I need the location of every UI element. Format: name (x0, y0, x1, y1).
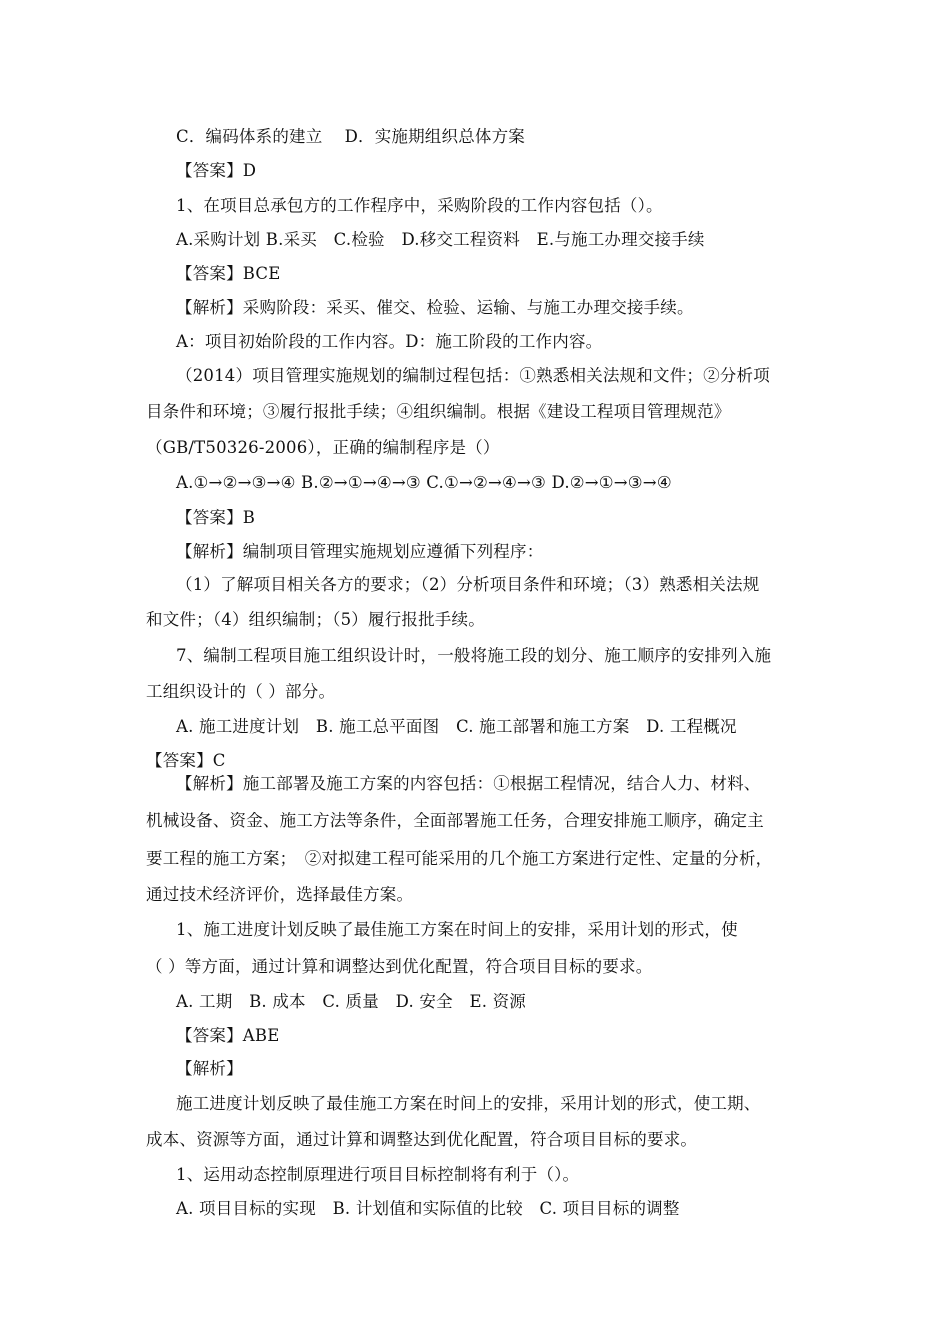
answer-line: 【答案】ABE (176, 1026, 280, 1045)
question-line: 7、编制工程项目施工组织设计时，一般将施工段的划分、施工顺序的安排列入施 (176, 646, 772, 665)
answer-line: 【答案】BCE (176, 264, 281, 283)
analysis-line: 要工程的施工方案； ②对拟建工程可能采用的几个施工方案进行定性、定量的分析， (146, 849, 773, 868)
analysis-line: （1）了解项目相关各方的要求；（2）分析项目条件和环境；（3）熟悉相关法规 (176, 575, 760, 594)
question-line: 1、在项目总承包方的工作程序中，采购阶段的工作内容包括（）。 (176, 196, 663, 215)
analysis-heading: 【解析】 (176, 1059, 243, 1078)
analysis-line: 【解析】施工部署及施工方案的内容包括：①根据工程情况，结合人力、材料、 (176, 774, 761, 793)
answer-line: 【答案】D (176, 161, 257, 180)
answer-line: 【答案】C (146, 751, 226, 770)
analysis-line: 【解析】采购阶段：采买、催交、检验、运输、与施工办理交接手续。 (176, 298, 694, 317)
analysis-line: 和文件；（4）组织编制；（5）履行报批手续。 (146, 610, 485, 629)
analysis-line: 通过技术经济评价，选择最佳方案。 (146, 885, 414, 904)
question-line: （GB/T50326-2006），正确的编制程序是（） (146, 438, 500, 457)
options-line: A. 项目目标的实现 B. 计划值和实际值的比较 C. 项目目标的调整 (176, 1199, 680, 1218)
analysis-line: 机械设备、资金、施工方法等条件，全面部署施工任务，合理安排施工顺序，确定主 (146, 811, 764, 830)
analysis-line: 【解析】编制项目管理实施规划应遵循下列程序： (176, 542, 544, 561)
analysis-line: 施工进度计划反映了最佳施工方案在时间上的安排，采用计划的形式，使工期、 (176, 1094, 761, 1113)
question-line: 目条件和环境；③履行报批手续；④组织编制。根据《建设工程项目管理规范》 (146, 402, 731, 421)
options-line: A. 工期 B. 成本 C. 质量 D. 安全 E. 资源 (176, 992, 527, 1011)
analysis-line: A：项目初始阶段的工作内容。D：施工阶段的工作内容。 (176, 332, 603, 351)
question-line: 1、施工进度计划反映了最佳施工方案在时间上的安排，采用计划的形式，使 (176, 920, 738, 939)
analysis-line: 成本、资源等方面，通过计算和调整达到优化配置，符合项目目标的要求。 (146, 1130, 698, 1149)
answer-line: 【答案】B (176, 508, 256, 527)
question-line: （2014）项目管理实施规划的编制过程包括：①熟悉相关法规和文件；②分析项 (176, 366, 770, 385)
options-line: A.采购计划 B.采买 C.检验 D.移交工程资料 E.与施工办理交接手续 (176, 230, 705, 249)
question-line: 工组织设计的（ ）部分。 (146, 682, 336, 701)
options-line: A.①→②→③→④ B.②→①→④→③ C.①→②→④→③ D.②→①→③→④ (176, 473, 672, 492)
option-line-c-d: C．编码体系的建立 D．实施期组织总体方案 (176, 127, 525, 146)
question-line: 1、运用动态控制原理进行项目目标控制将有利于（）。 (176, 1165, 580, 1184)
options-line: A. 施工进度计划 B. 施工总平面图 C. 施工部署和施工方案 D. 工程概况 (176, 717, 737, 736)
question-line: （ ）等方面，通过计算和调整达到优化配置，符合项目目标的要求。 (146, 957, 653, 976)
